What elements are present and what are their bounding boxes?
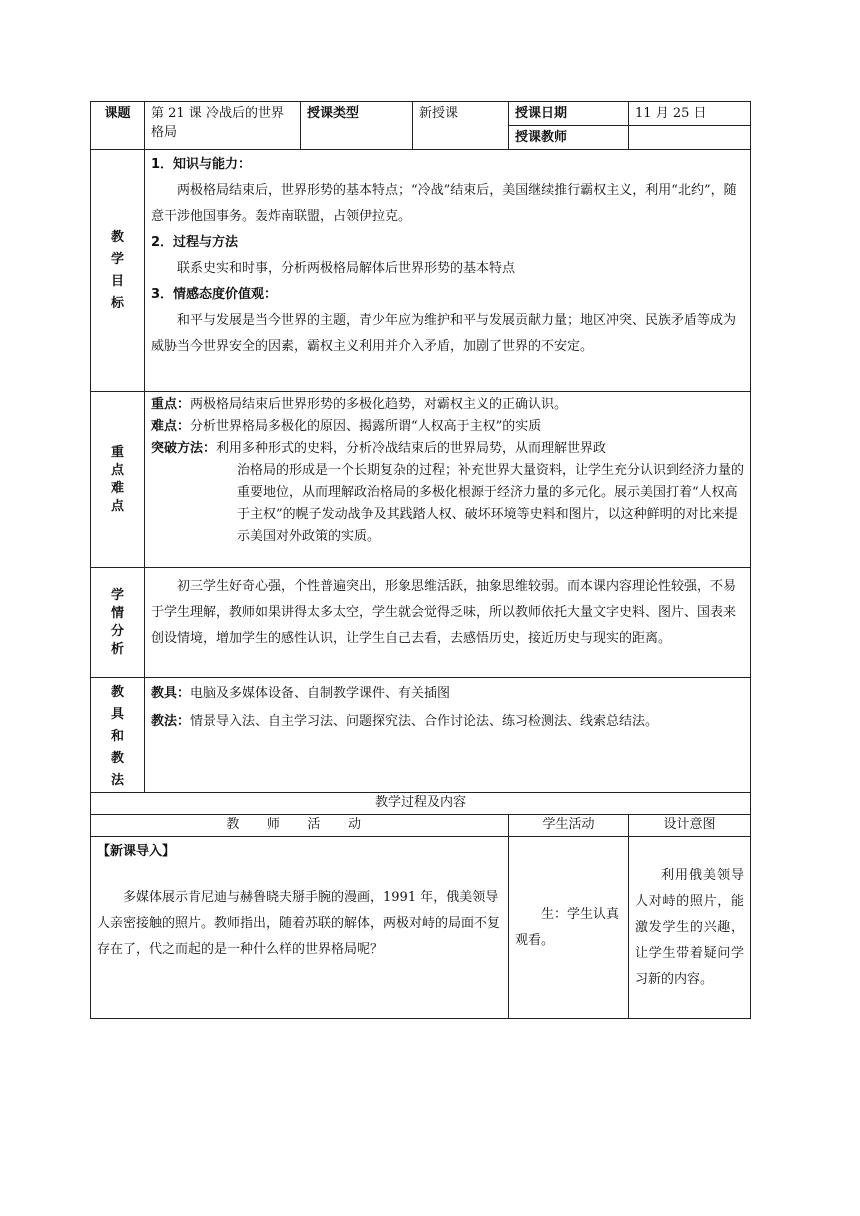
teacher-activity-text: 多媒体展示肯尼迪与赫鲁晓夫掰手腕的漫画，1991 年，俄美领导人亲密接触的照片。教师指出，随着苏联的解体，两极对峙的局面不复存在了，代之而起的是一种什么样的世界格局呢？ <box>97 890 501 957</box>
difficulty: 难点：分析世界格局多极化的原因、揭露所谓“人权高于主权”的实质 <box>151 419 542 434</box>
type-value: 新授课 <box>413 102 509 150</box>
tools-line: 教具：电脑及多媒体设备、自制教学课件、有关插图 <box>151 686 451 701</box>
process-title: 教学过程及内容 <box>91 793 751 815</box>
design-intent-cell <box>629 837 751 1019</box>
students-label: 学情分析 <box>91 568 145 678</box>
date-label: 授课日期 <box>509 102 629 126</box>
design-intent-text: 利用俄美领导人对峙的照片，能激发学生的兴趣，让学生带着疑问学习新的内容。 <box>635 867 745 987</box>
goals-content <box>145 150 751 392</box>
student-activity-text: 生：学生认真观看。 <box>515 906 620 948</box>
lesson-plan <box>90 101 750 1019</box>
section-new-lesson: 【新课导入】 <box>97 844 176 859</box>
col-student-activity: 学生活动 <box>509 815 629 837</box>
goal-text-1: 两极格局结束后，世界形势的基本特点；“冷战”结束后，美国继续推行霸权主义，利用“北约”，随意干涉他国事务。轰炸南联盟，占领伊拉克。 <box>151 183 737 224</box>
keypoints-content <box>145 392 751 568</box>
goal-heading-1: 1．知识与能力： <box>151 157 252 172</box>
breakthrough-method: 突破方法：利用多种形式的史料，分析冷战结束后的世界局势，从而理解世界政 <box>151 441 607 456</box>
tools-content <box>145 678 751 793</box>
teacher-label: 授课教师 <box>509 126 629 150</box>
breakthrough-method-cont: 治格局的形成是一个长期复杂的过程；补充世界大量资料，让学生充分认识到经济力量的重要地位，从而理解政治格局的多极化根源于经济力量的多元化。展示美国打着“人权高于主权”的幌子发动战争及其践踏人权、破坏环境等史料和图片，以这种鲜明的对比来提示美国对外政策的实质。 <box>237 463 745 544</box>
goal-heading-2: 2．过程与方法 <box>151 235 239 250</box>
goals-label: 教学目标 <box>91 150 145 392</box>
students-text: 初三学生好奇心强，个性普遍突出，形象思维活跃，抽象思维较弱。而本课内容理论性较强，不易于学生理解，教师如果讲得太多太空，学生就会觉得乏味，所以教师依托大量文字史料、图片、国表来创设情境，增加学生的感性认识，让学生自己去看，去感悟历史，接近历史与现实的距离。 <box>151 579 737 646</box>
keypoints-label: 重点难点 <box>91 392 145 568</box>
col-teacher-activity: 教 师 活 动 <box>91 815 509 837</box>
lesson-plan-table <box>90 101 751 1019</box>
type-label: 授课类型 <box>301 102 413 150</box>
topic-value: 第 21 课 冷战后的世界格局 <box>145 102 301 150</box>
methods-line: 教法：情景导入法、自主学习法、问题探究法、合作讨论法、练习检测法、线索总结法。 <box>151 714 659 729</box>
tools-label: 教具和教法 <box>91 678 145 793</box>
teacher-activity-cell <box>91 837 509 1019</box>
goal-heading-3: 3．情感态度价值观： <box>151 287 278 302</box>
col-design-intent: 设计意图 <box>629 815 751 837</box>
date-value: 11 月 25 日 <box>629 102 751 126</box>
teacher-value <box>629 126 751 150</box>
goal-text-2: 联系史实和时事，分析两极格局解体后世界形势的基本特点 <box>177 261 516 276</box>
student-activity-cell <box>509 837 629 1019</box>
topic-label: 课题 <box>91 102 145 150</box>
goal-text-3: 和平与发展是当今世界的主题，青少年应为维护和平与发展贡献力量；地区冲突、民族矛盾等成为威胁当今世界安全的因素，霸权主义利用并介入矛盾，加剧了世界的不安定。 <box>151 313 737 354</box>
key-point: 重点：两极格局结束后世界形势的多极化趋势，对霸权主义的正确认识。 <box>151 397 568 412</box>
students-content <box>145 568 751 678</box>
